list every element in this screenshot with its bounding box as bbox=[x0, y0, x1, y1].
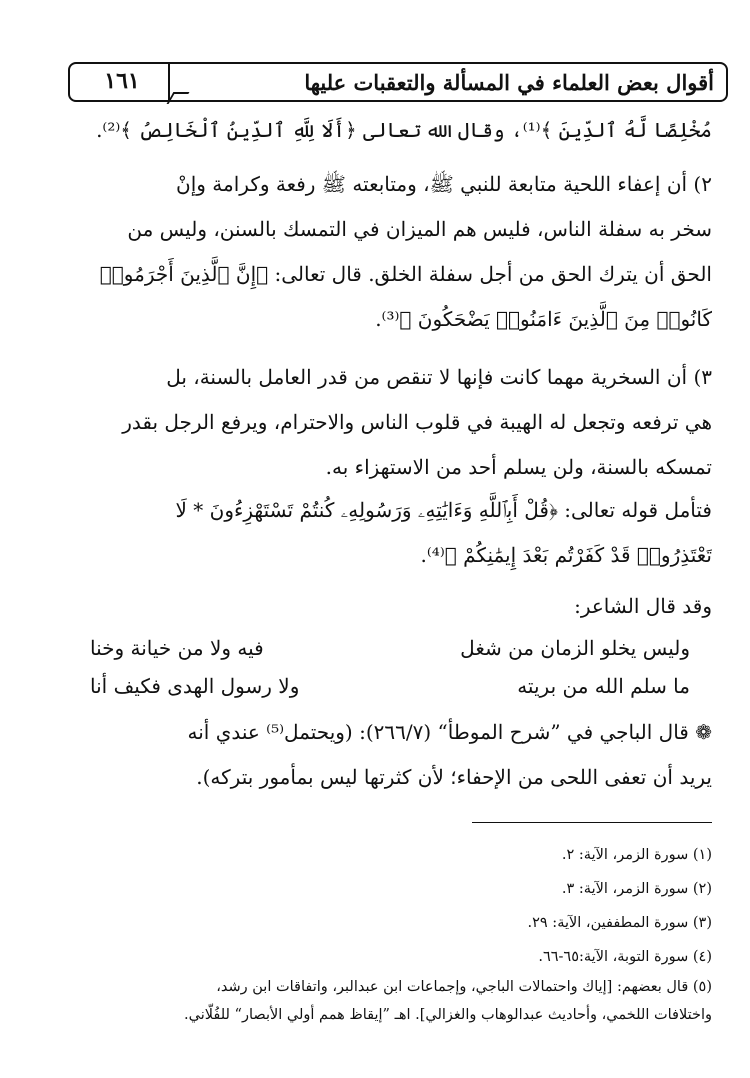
verse-1 bbox=[90, 636, 690, 674]
footnotes bbox=[36, 838, 712, 1030]
footnote: (٢) سورة الزمر، الآية: ٣. bbox=[561, 881, 712, 897]
page-number: ١٦١ bbox=[104, 68, 140, 94]
text-line: سخر به سفلة الناس، فليس هم الميزان في التمسك بالسنن، وليس من bbox=[127, 217, 712, 241]
footnote-separator bbox=[472, 822, 712, 823]
verse-hemistich-left: فيه ولا من خيانة وخنا bbox=[90, 636, 264, 660]
text-line: يريد أن تعفى اللحى من الإحفاء؛ لأن كثرتها ليس بمأمور بتركه). bbox=[196, 765, 712, 789]
paragraph-4 bbox=[36, 488, 712, 578]
text-line: مُخْلِصًا لَّهُ ٱلدِّينَ ﴾⁽¹⁾، وقال الله تعالى ﴿أَلَا لِلَّهِ ٱلدِّينُ ٱلْخَالِصُ ﴾⁽²⁾. bbox=[96, 118, 712, 142]
chapter-title: أقوال بعض العلماء في المسألة والتعقبات عليها bbox=[304, 70, 714, 95]
text-line: كَانُوا۟ مِنَ ٱلَّذِينَ ءَامَنُوا۟ يَضْحَكُونَ ﴾⁽³⁾. bbox=[375, 307, 712, 331]
footnote: (٥) قال بعضهم: [إياك واحتمالات الباجي، وإجماعات ابن عبدالبر، واتفاقات ابن رشد، bbox=[216, 979, 712, 995]
text-line: فتأمل قوله تعالى: ﴿قُلْ أَبِٱللَّهِ وَءَايَٰتِهِۦ وَرَسُولِهِۦ كُنتُمْ تَسْتَهْزِءُونَ * لَا bbox=[175, 498, 712, 522]
paragraph-2 bbox=[36, 162, 712, 342]
footnote-continuation: واختلافات اللخمي، وأحاديث عبدالوهاب والغزالي]. اهـ ”إيقاظ همم أولي الأبصار“ للفُلّاني. bbox=[184, 1007, 712, 1023]
verse-hemistich-right: وليس يخلو الزمان من شغل bbox=[460, 636, 690, 660]
verse-hemistich-left: ولا رسول الهدى فكيف أنا bbox=[90, 674, 300, 698]
text-line: تمسكه بالسنة، ولن يسلم أحد من الاستهزاء به. bbox=[325, 455, 712, 479]
verse-2 bbox=[90, 674, 690, 712]
text-line: ❁ قال الباجي في ”شرح الموطأ“ (٢٦٦/٧): (ويحتمل⁽⁵⁾ عندي أنه bbox=[187, 720, 712, 744]
text-line: هي ترفعه وتجعل له الهيبة في قلوب الناس والاحترام، ويرفع الرجل بقدر bbox=[122, 410, 712, 434]
footnote: (٤) سورة التوبة، الآية:٦٥-٦٦. bbox=[538, 949, 712, 965]
text-line: ٣) أن السخرية مهما كانت فإنها لا تنقص من قدر العامل بالسنة، بل bbox=[166, 365, 712, 389]
footnote: (١) سورة الزمر، الآية: ٢. bbox=[561, 847, 712, 863]
paragraph-3 bbox=[36, 355, 712, 490]
paragraph-1 bbox=[36, 108, 712, 153]
paragraph-5 bbox=[36, 584, 712, 629]
page-header bbox=[68, 62, 728, 102]
poem bbox=[90, 636, 690, 712]
footnote: (٣) سورة المطففين، الآية: ٢٩. bbox=[527, 915, 712, 931]
paragraph-6 bbox=[36, 710, 712, 800]
verse-hemistich-right: ما سلم الله من بريته bbox=[517, 674, 690, 698]
text-line: ٢) أن إعفاء اللحية متابعة للنبي ﷺ، ومتابعته ﷺ رفعة وكرامة وإنْ bbox=[176, 172, 712, 196]
text-line: تَعْتَذِرُوا۟ قَدْ كَفَرْتُم بَعْدَ إِيمَٰنِكُمْ ﴾⁽⁴⁾. bbox=[420, 543, 712, 567]
text-line: الحق أن يترك الحق من أجل سفلة الخلق. قال تعالى: ﴿إِنَّ ٱلَّذِينَ أَجْرَمُوا۟ bbox=[99, 262, 712, 286]
text-line: وقد قال الشاعر: bbox=[574, 594, 712, 618]
